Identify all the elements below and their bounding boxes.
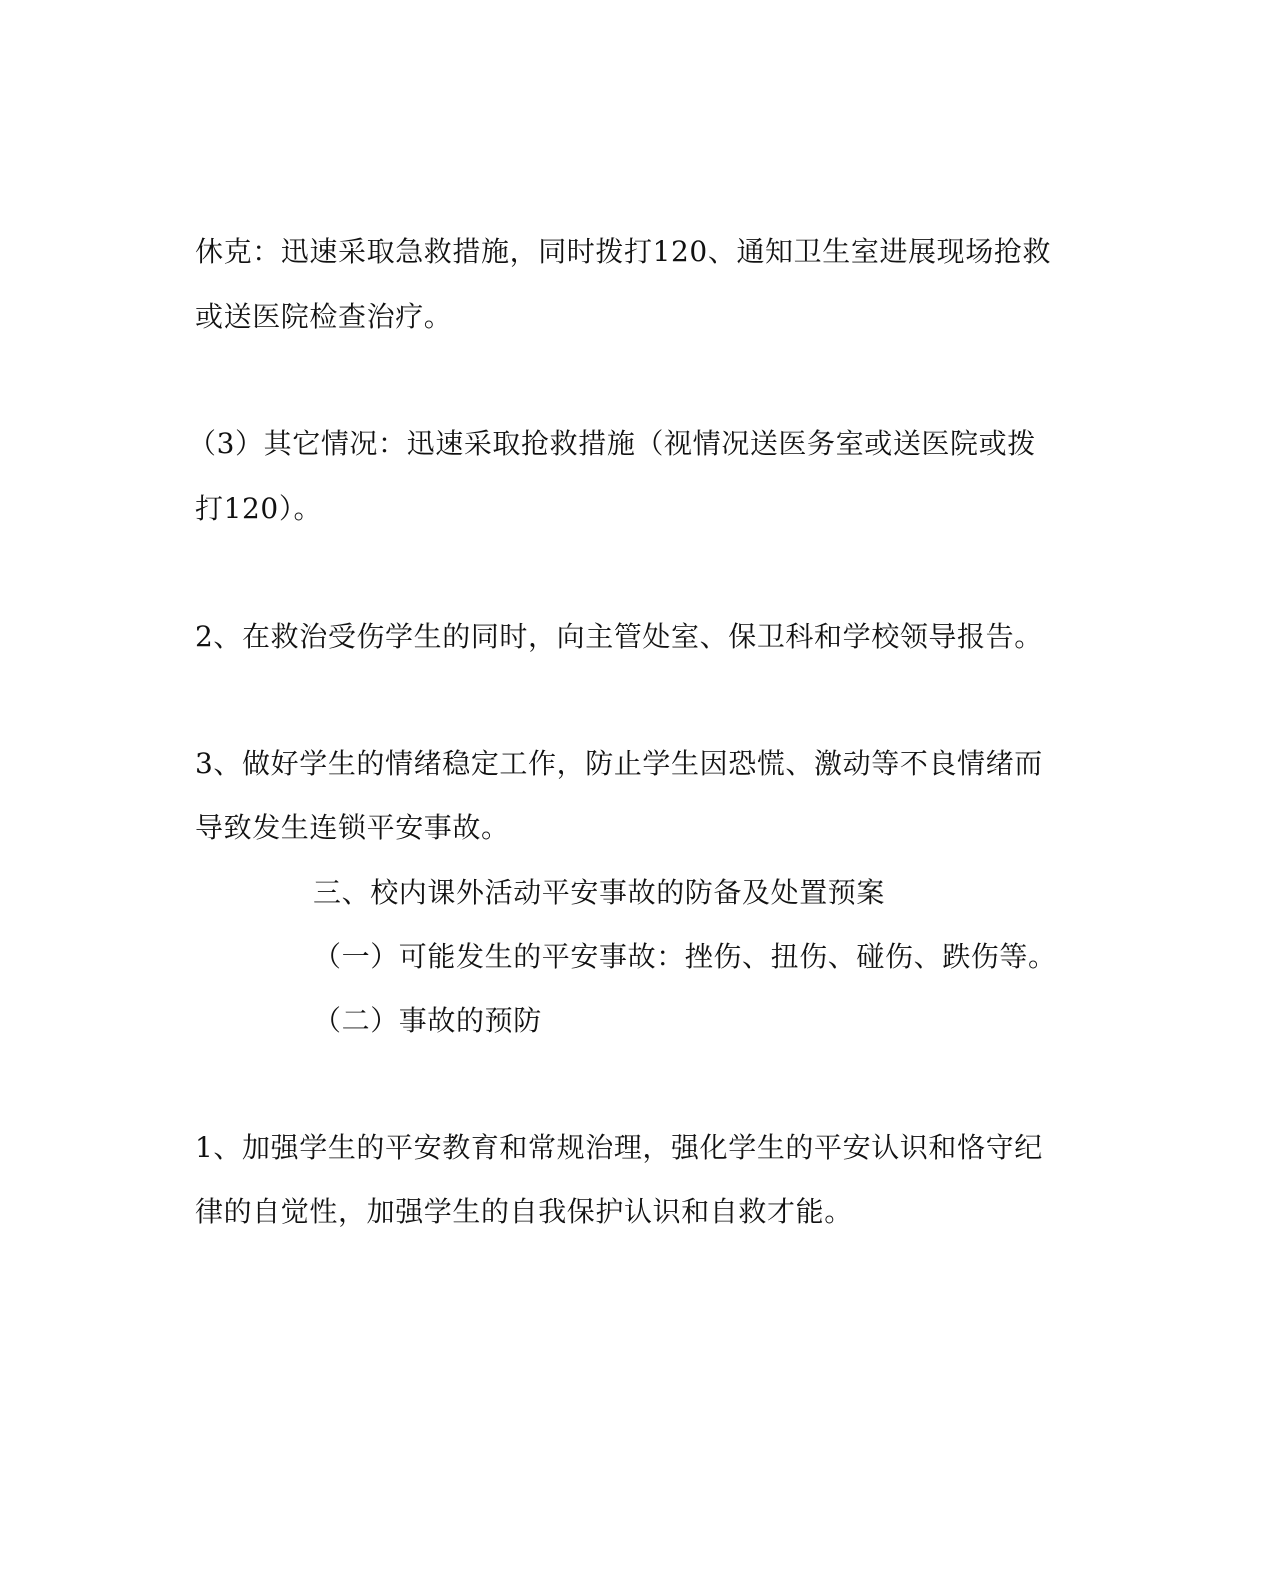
paragraph-1-line-1: 休克：迅速采取急救措施，同时拨打120、通知卫生室进展现场抢救 xyxy=(195,235,1052,268)
final-paragraph-line-2: 律的自觉性，加强学生的自我保护认识和自救才能。 xyxy=(195,1195,853,1228)
subsection-2: （二）事故的预防 xyxy=(313,1004,542,1037)
final-paragraph-line-1: 1、加强学生的平安教育和常规治理，强化学生的平安认识和恪守纪 xyxy=(195,1131,1043,1164)
paragraph-3-line-1: 2、在救治受伤学生的同时，向主管处室、保卫科和学校领导报告。 xyxy=(195,620,1043,653)
paragraph-4-line-2: 导致发生连锁平安事故。 xyxy=(195,811,510,844)
paragraph-1-line-2: 或送医院检查治疗。 xyxy=(195,300,453,333)
paragraph-2-line-2: 打120）。 xyxy=(195,492,323,525)
section-heading: 三、校内课外活动平安事故的防备及处置预案 xyxy=(313,876,886,909)
paragraph-4-line-1: 3、做好学生的情绪稳定工作，防止学生因恐慌、激动等不良情绪而 xyxy=(195,747,1043,780)
subsection-1: （一）可能发生的平安事故：挫伤、扭伤、碰伤、跌伤等。 xyxy=(313,940,1057,973)
paragraph-2-line-1: （3）其它情况：迅速采取抢救措施（视情况送医务室或送医院或拨 xyxy=(188,427,1036,460)
